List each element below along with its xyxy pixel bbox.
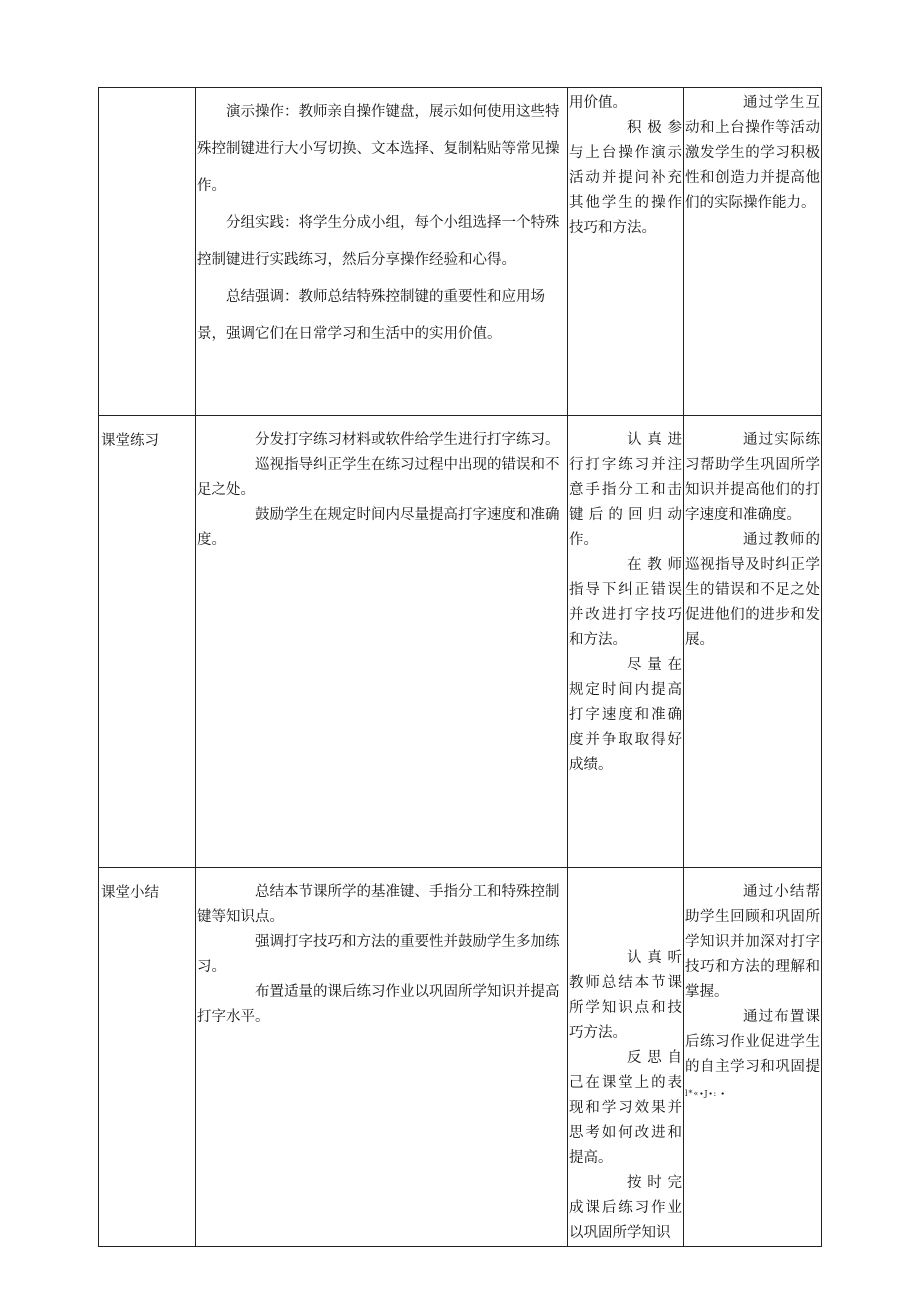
student-activity-cell bbox=[568, 868, 684, 1247]
student-activity-cell bbox=[568, 416, 684, 868]
design-intent-cell bbox=[684, 868, 822, 1247]
activity-paragraph: 演示操作：教师亲自操作键盘，展示如何使用这些特殊控制键进行大小写切换、文本选择、复制粘贴等常见操作。 bbox=[197, 104, 560, 194]
stage-label: 课堂练习 bbox=[101, 433, 159, 449]
design-intent-cell bbox=[684, 416, 822, 868]
student-paragraph: 用价值。 bbox=[569, 95, 627, 111]
stage-cell bbox=[99, 868, 196, 1247]
student-paragraph: 积极参与上台操作演示活动并提问补充其他学生的操作技巧和方法。 bbox=[569, 120, 682, 236]
table-row bbox=[99, 416, 822, 868]
teacher-activity-cell bbox=[196, 868, 568, 1247]
activity-paragraph: 总结本节课所学的基准键、手指分工和特殊控制键等知识点。 bbox=[197, 884, 560, 925]
stage-cell bbox=[99, 416, 196, 868]
activity-paragraph: 总结强调：教师总结特殊控制键的重要性和应用场景，强调它们在日常学习和生活中的实用价值。 bbox=[197, 289, 545, 342]
lesson-plan-table bbox=[98, 87, 822, 1247]
student-paragraph: 认真进行打字练习并注意手指分工和击键后的回归动作。 bbox=[569, 432, 682, 548]
stage-label bbox=[99, 88, 195, 101]
student-paragraph: 认真听教师总结本节课所学知识点和技巧方法。 bbox=[569, 950, 682, 1041]
activity-paragraph: 强调打字技巧和方法的重要性并鼓励学生多加练习。 bbox=[197, 934, 560, 975]
activity-paragraph: 分发打字练习材料或软件给学生进行打字练习。 bbox=[255, 432, 560, 448]
intent-paragraph: 通过学生互动和上台操作等活动激发学生的学习积极性和创造力并提高他们的实际操作能力。 bbox=[685, 95, 820, 211]
student-paragraph: 反思自己在课堂上的表现和学习效果并思考如何改进和提高。 bbox=[569, 1050, 682, 1166]
student-paragraph: 按时完成课后练习作业以巩固所学知识 bbox=[569, 1175, 682, 1241]
garbled-mark: l*«∙J∙: ∙ bbox=[685, 1089, 726, 1098]
design-intent-cell bbox=[684, 88, 822, 416]
intent-paragraph: 通过实际练习帮助学生巩固所学知识并提高他们的打字速度和准确度。 bbox=[685, 432, 820, 523]
intent-paragraph bbox=[684, 1005, 821, 1106]
intent-paragraph: 通过教师的巡视指导及时纠正学生的错误和不足之处促进他们的进步和发展。 bbox=[685, 532, 820, 648]
intent-text: 通过布置课后练习作业促进学生的自主学习和巩固提 bbox=[685, 1009, 820, 1075]
student-paragraph: 在教师指导下纠正错误并改进打字技巧和方法。 bbox=[569, 557, 682, 648]
stage-label: 课堂小结 bbox=[101, 885, 159, 901]
stage-cell bbox=[99, 88, 196, 416]
table-row bbox=[99, 88, 822, 416]
activity-paragraph: 分组实践：将学生分成小组，每个小组选择一个特殊控制键进行实践练习，然后分享操作经验和心得。 bbox=[197, 215, 560, 268]
student-activity-cell bbox=[568, 88, 684, 416]
table-row bbox=[99, 868, 822, 1247]
activity-paragraph: 巡视指导纠正学生在练习过程中出现的错误和不足之处。 bbox=[197, 457, 560, 498]
teacher-activity-cell bbox=[196, 416, 568, 868]
student-paragraph: 尽量在规定时间内提高打字速度和准确度并争取取得好成绩。 bbox=[569, 657, 682, 773]
activity-paragraph: 布置适量的课后练习作业以巩固所学知识并提高打字水平。 bbox=[197, 984, 560, 1025]
activity-paragraph: 鼓励学生在规定时间内尽量提高打字速度和准确度。 bbox=[197, 507, 560, 548]
intent-paragraph: 通过小结帮助学生回顾和巩固所学知识并加深对打字技巧和方法的理解和掌握。 bbox=[685, 884, 820, 1000]
teacher-activity-cell bbox=[196, 88, 568, 416]
